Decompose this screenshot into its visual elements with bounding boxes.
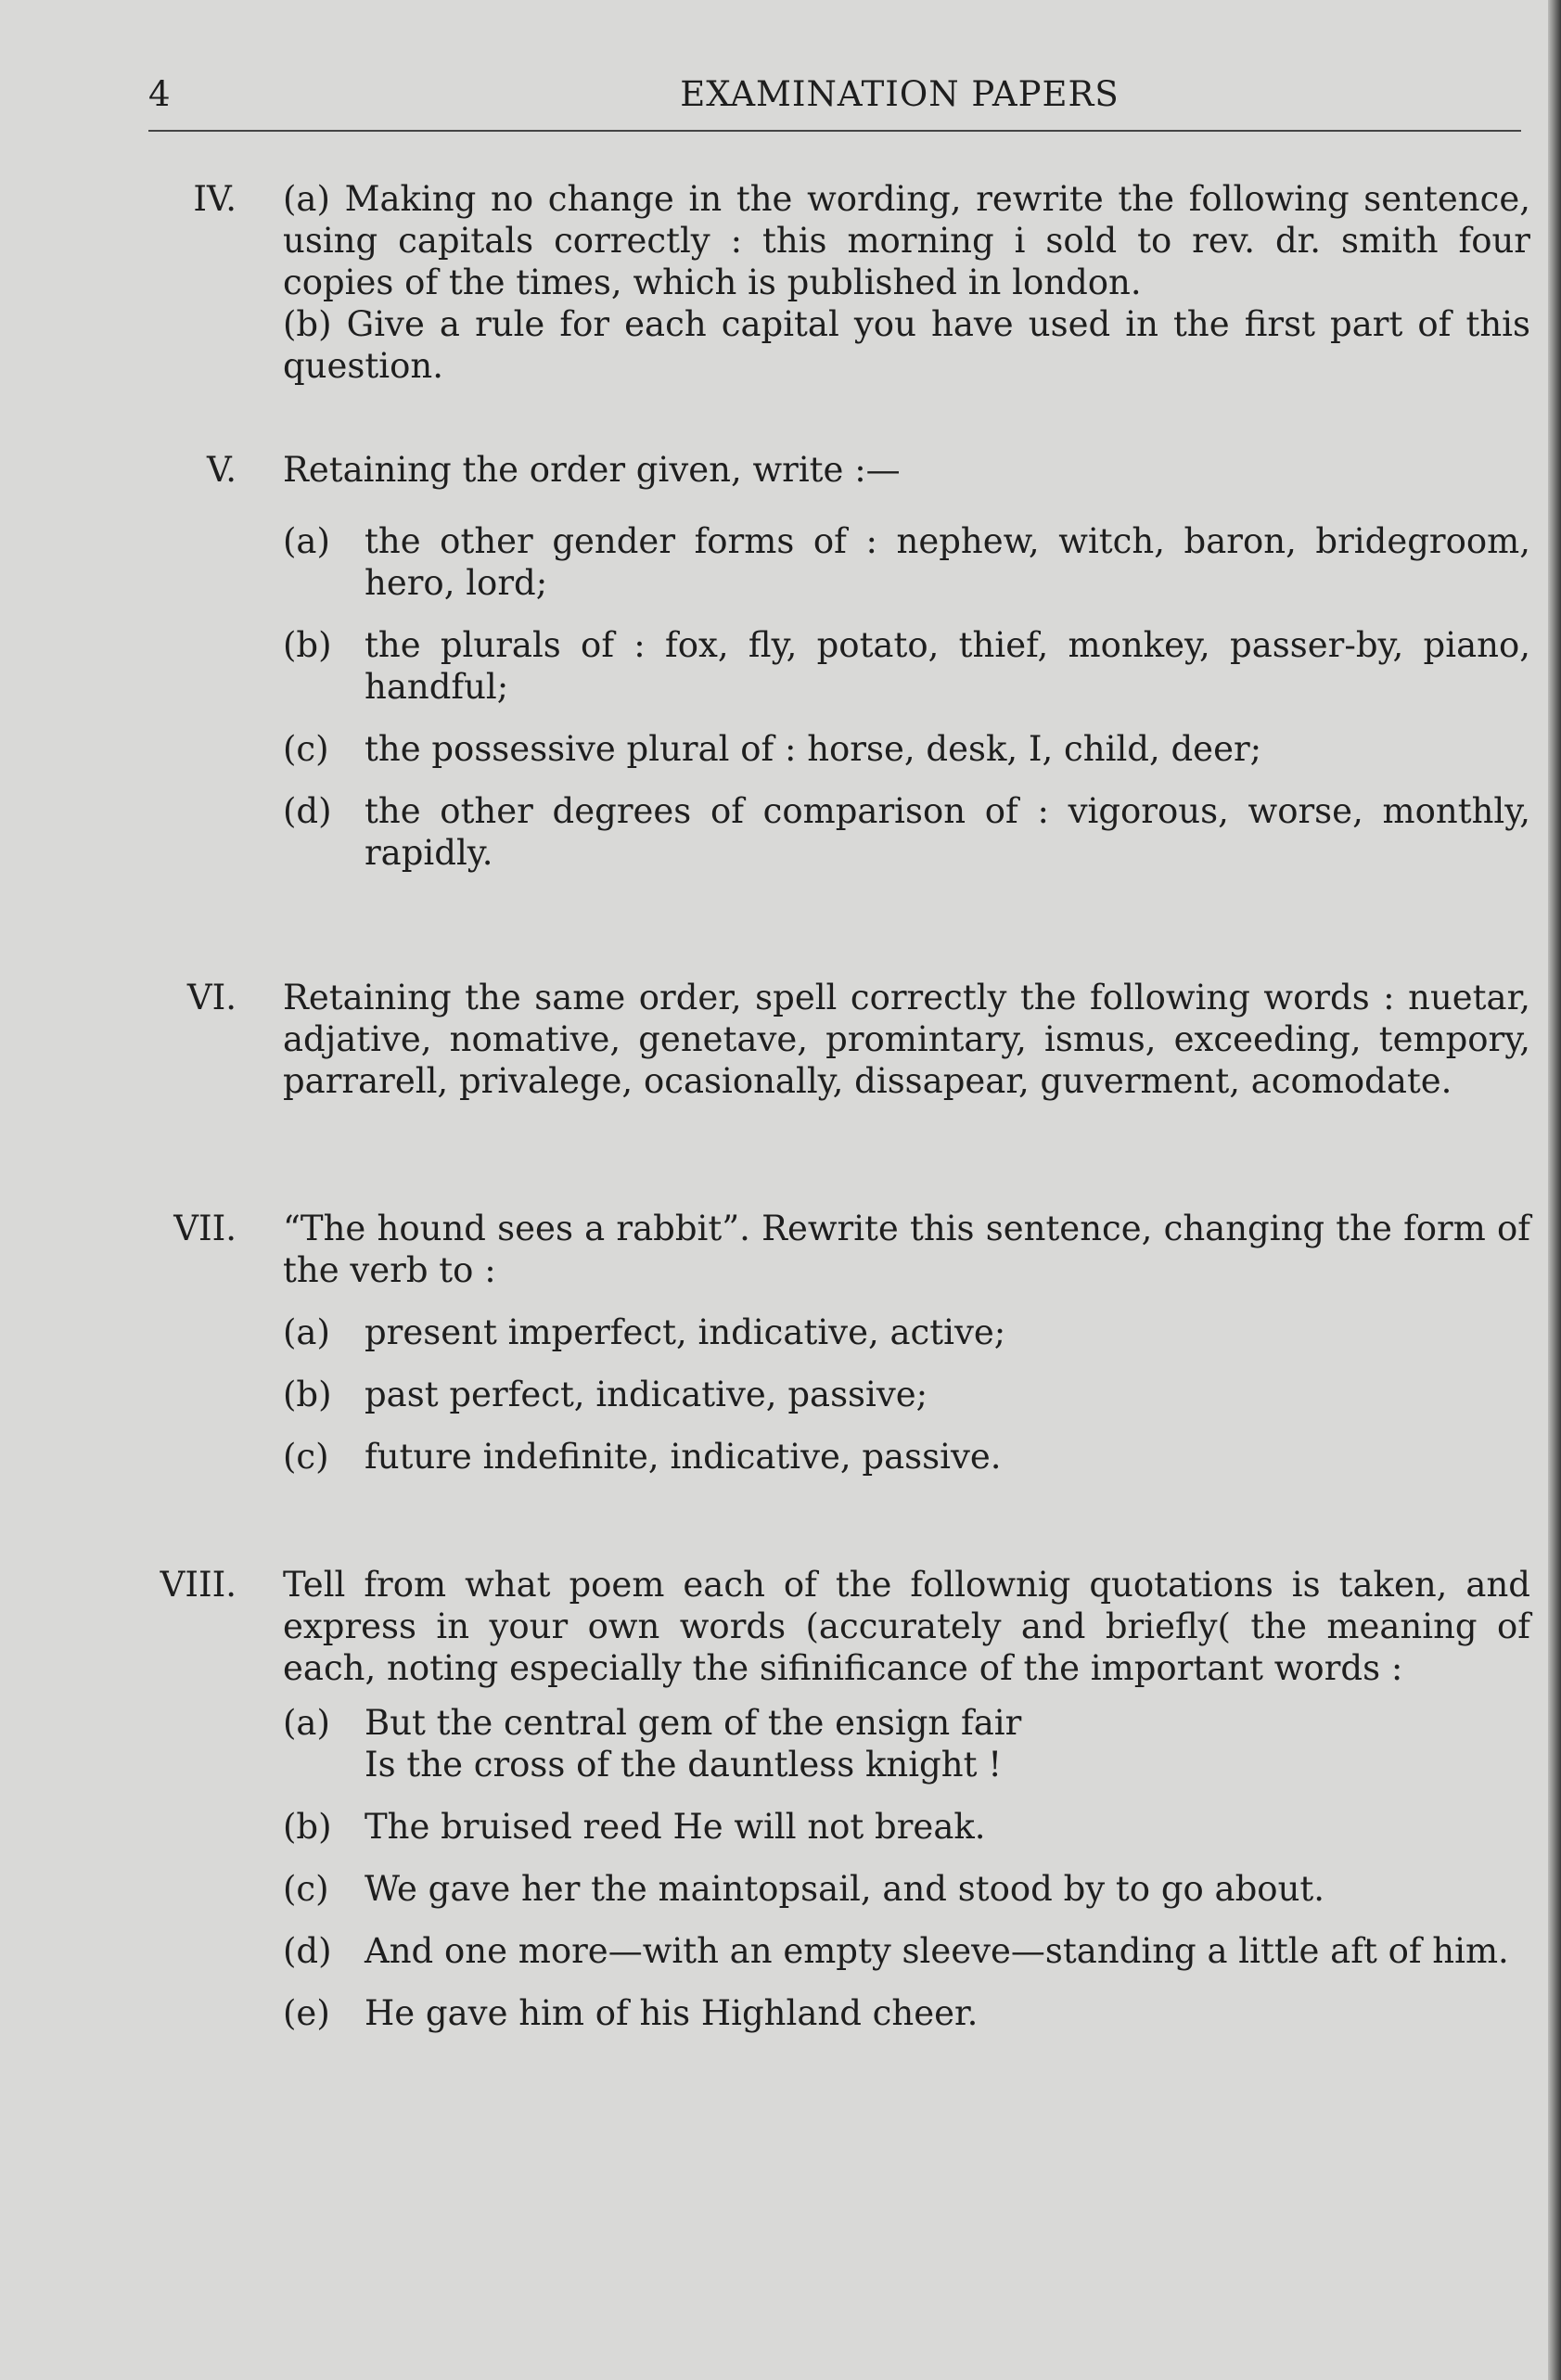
question-item (283, 1806, 1530, 1848)
question-number: VIII. (160, 1565, 237, 1605)
question-part: (b) Give a rule for each capital you have used in the first part of this question. (283, 304, 1530, 386)
running-title: EXAMINATION PAPERS (680, 74, 1120, 114)
question-number: VI. (186, 978, 237, 1017)
item-text: The bruised reed He will not break. (365, 1807, 986, 1847)
item-text: future indefinite, indicative, passive. (365, 1437, 1002, 1477)
item-letter: (a) (283, 521, 330, 561)
item-text: present imperfect, indicative, active; (365, 1312, 1006, 1352)
question-item (283, 1702, 1530, 1785)
question-item (283, 790, 1530, 874)
item-letter: (b) (283, 625, 332, 665)
item-text: And one more—with an empty sleeve—standing a little aft of him. (365, 1931, 1509, 1971)
question-item (283, 520, 1530, 604)
question-item (283, 1374, 1530, 1415)
question-part: (a) Making no change in the wording, rewrite the following sentence, using capitals correctly : this morning i sold to rev. dr. smith four copies of the times, which is published in london. (283, 179, 1530, 302)
item-letter: (e) (283, 1993, 330, 2033)
item-text: He gave him of his Highland cheer. (365, 1993, 979, 2033)
quote-line: Is the cross of the dauntless knight ! (365, 1745, 1003, 1785)
item-letter: (c) (283, 729, 329, 769)
item-text (365, 1702, 1530, 1785)
question-intro: “The hound sees a rabbit”. Rewrite this sentence, changing the form of the verb to : (283, 1209, 1530, 1290)
question-number: IV. (193, 179, 237, 219)
question-item (283, 624, 1530, 708)
question-item (283, 1312, 1530, 1353)
question-intro: Retaining the order given, write :— (283, 450, 901, 490)
question-item (283, 1930, 1530, 1972)
question-item (283, 1868, 1530, 1910)
page-header (148, 74, 1521, 132)
item-letter: (d) (283, 791, 332, 831)
item-letter: (b) (283, 1807, 332, 1847)
question-item (283, 728, 1530, 770)
item-text: We gave her the maintopsail, and stood by to go about. (365, 1869, 1325, 1909)
question-item (283, 1992, 1530, 2034)
question-item (283, 1436, 1530, 1478)
page-number: 4 (148, 74, 171, 114)
item-text: the plurals of : fox, fly, potato, thief, monkey, passer-by, piano, handful; (365, 625, 1530, 707)
question-number: VII. (173, 1209, 237, 1248)
page-edge (1548, 0, 1561, 2380)
item-text: the other degrees of comparison of : vigorous, worse, monthly, rapidly. (365, 791, 1530, 873)
item-letter: (c) (283, 1437, 329, 1477)
question-number: V. (206, 450, 237, 490)
item-text: past perfect, indicative, passive; (365, 1375, 928, 1414)
question-intro: Tell from what poem each of the follownig quotations is taken, and express in your own words (accurately and briefly( the meaning of each, noting especially the sifinificance of the important words : (283, 1565, 1530, 1688)
item-text: the other gender forms of : nephew, witch, baron, bridegroom, hero, lord; (365, 521, 1530, 603)
item-letter: (a) (283, 1703, 330, 1743)
item-letter: (d) (283, 1931, 332, 1971)
question-intro: Retaining the same order, spell correctly the following words : nuetar, adjative, nomative, genetave, promintary, ismus, exceeding, tempory, parrarell, privalege, ocasionally, dissapear, guverment, acomodate. (283, 978, 1530, 1101)
item-text: the possessive plural of : horse, desk, I, child, deer; (365, 729, 1262, 769)
item-letter: (c) (283, 1869, 329, 1909)
item-letter: (a) (283, 1312, 330, 1352)
item-letter: (b) (283, 1375, 332, 1414)
quote-line: But the central gem of the ensign fair (365, 1703, 1022, 1743)
